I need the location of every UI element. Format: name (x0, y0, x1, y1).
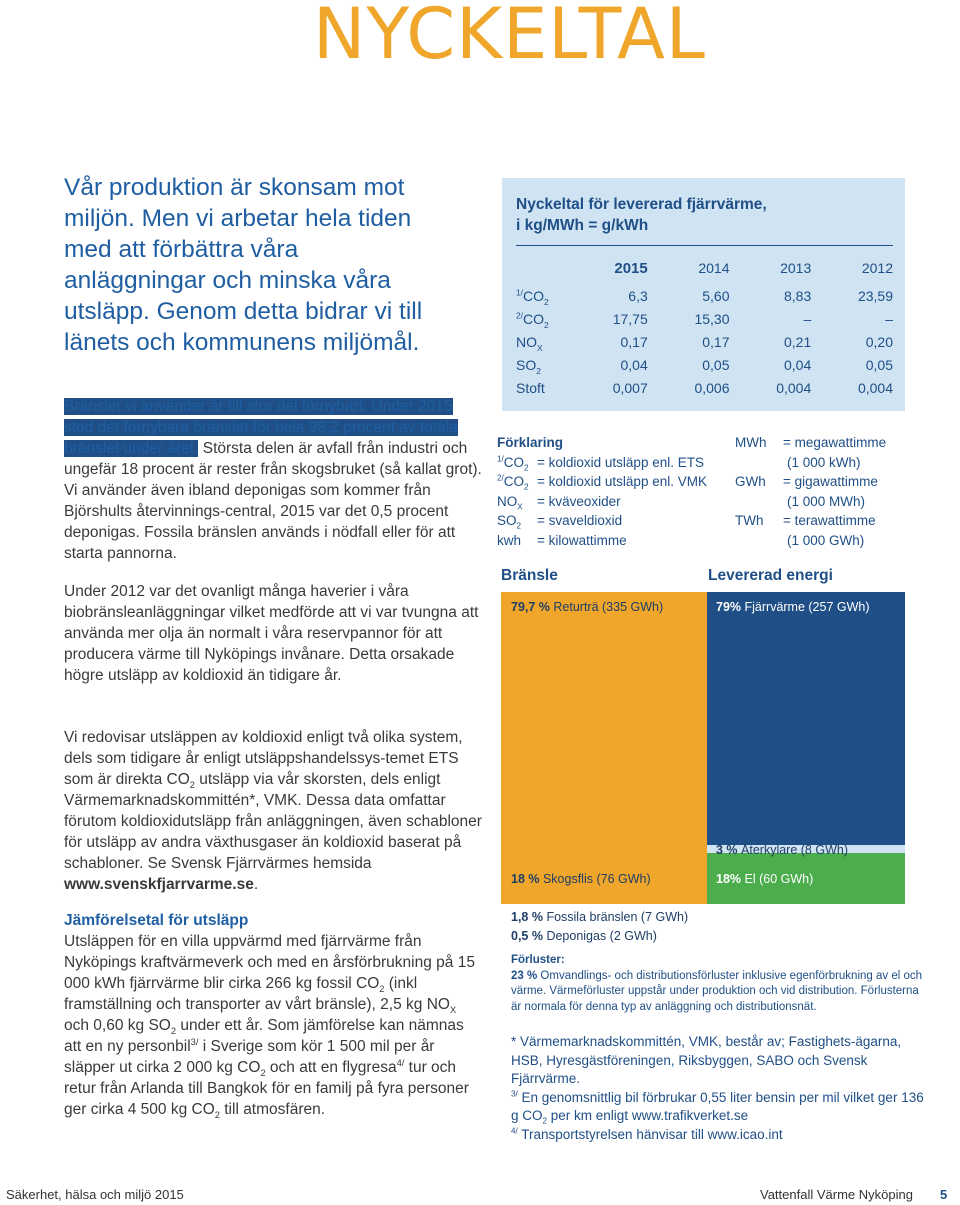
deponigas-label: 0,5 % Deponigas (2 GWh) (511, 929, 657, 943)
skogsflis-label: 18 % Skogsflis (76 GWh) (511, 872, 651, 886)
fjarrvarme-label: 79% Fjärrvärme (257 GWh) (716, 600, 870, 614)
year-header: 2013 (780, 260, 812, 276)
legend-right: MWh = megawattimme (1 000 kWh) GWh = gigawattimme (1 000 MWh) TWh = terawattimme (1 000 GWh) (735, 435, 887, 548)
table-row (516, 284, 893, 307)
key-figures-table-box (502, 178, 905, 411)
table-cell: 23,59 (857, 287, 893, 304)
footnotes (511, 1033, 931, 1144)
fossila-label: 1,8 % Fossila bränslen (7 GWh) (511, 910, 689, 924)
table-row (516, 330, 893, 353)
table-cell: 0,05 (865, 356, 893, 373)
fuel-heading: Bränsle (501, 567, 558, 584)
table-cell: 0,17 (620, 333, 648, 350)
key-figures-title: Nyckeltal för levererad fjärrvärme, i kg/MWh = g/kWh (516, 196, 767, 234)
table-cell: 5,60 (702, 287, 730, 304)
table-row (516, 353, 893, 376)
fjarrvarme-link[interactable]: www.svenskfjarrvarme.se (64, 876, 254, 893)
table-header-row (516, 252, 893, 284)
fuel-paragraph-rest: Största delen är avfall från industri och ungefär 18 procent är rester från skogsbruket (så kallat grot). Vi använder även ibland deponigas som kommer från Björshults återvinnings-central, 2015 var det 0,5 procent deponigas. Fossila bränslen används i nödfall eller för att starta pannorna. (64, 440, 482, 562)
breakdown-paragraph: Under 2012 var det ovanligt många haverier i våra biobränsleanläggningar vilket medförde att vi var tvungna att använda mer olja än normalt i våra reservpannor för att producera värme till Nyköpings invånare. Detta orsakade högre utsläpp av koldioxid än tidigare år. (64, 583, 479, 684)
reporting-paragraph: Vi redovisar utsläppen av koldioxid enligt två olika system, dels som tidigare år enligt utsläppshandelssys-temet ETS som är direkta $CO_2$ utsläpp via vår skorsten, dels enligt Värmemarknadskommittén*, VMK. Dessa data omfattar förutom koldioxidutsläpp från anläggningen, även schabloner för utsläpp av andra växthusgaser än koldioxid baserat på schabloner. Se Svensk Fjärrvärmes hemsida www.svenskfjarrvarme.se. (64, 729, 482, 893)
losses-text: Förluster: 23 % Omvandlings- och distributionsförluster inklusive egenförbrukning av el och värme. Värmeförluster uppstår under produktion och vid distribution. Förlusterna är normala för denna typ av anläggning och distributionsnät. (511, 954, 923, 1013)
footnote-flight: $^{4/}$ Transportstyrelsen hänvisar till www.icao.int (511, 1126, 783, 1142)
energy-heading: Levererad energi (708, 567, 833, 584)
table-cell: 0,20 (865, 333, 893, 350)
table-cell: 17,75 (612, 310, 648, 327)
table-cell: 0,04 (784, 356, 812, 373)
heat-fjarrvarme-bar (707, 592, 905, 845)
table-cell: 0,007 (612, 379, 648, 396)
table-cell: 0,21 (784, 333, 812, 350)
table-cell: 0,004 (776, 379, 812, 396)
comparison-paragraph: Jämförelsetal för utsläpp Utsläppen för en villa uppvärmd med fjärrvärme från Nyköpings kraftvärmeverk och med en årsförbrukning på 15 000 kWh fjärrvärme blir cirka 266 kg fossil $CO_2$ (inkl framställning och transporter av vårt bränsle), 2,5 kg $NO_X$ och 0,60 kg $SO_2$ under ett år. Som jämförelse kan nämnas att en ny personbil$^{3/}$ i Sverige som kör 1 500 mil per år släpper ut cirka 2 000 kg $CO_2$ och att en flygresa$^{4/}$ tur och retur från Arlanda till Bangkok för en familj på fyra personer ger cirka 4 500 kg $CO_2$ till atmosfären. (64, 910, 484, 1120)
row-label: $^{2/}CO_2$ (516, 309, 549, 330)
footer-left: Säkerhet, hälsa och miljö 2015 (6, 1187, 184, 1202)
table-cell: 0,05 (702, 356, 730, 373)
table-cell: 8,83 (784, 287, 812, 304)
year-header: 2015 (614, 259, 648, 277)
el-label: 18% El (60 GWh) (716, 872, 814, 886)
table-cell: – (803, 310, 812, 327)
year-header: 2012 (861, 260, 893, 276)
fuel-returtra-bar (501, 592, 707, 904)
table-cell: 15,30 (694, 310, 730, 327)
table-divider (516, 245, 893, 246)
footnote-car: $^{3/}$ En genomsnittlig bil förbrukar 0,55 liter bensin per mil vilket ger 136 g $CO_2$ per km enligt www.trafikverket.se (511, 1089, 924, 1126)
returtra-label: 79,7 % Returträ (335 GWh) (511, 600, 664, 614)
table-row (516, 376, 893, 399)
footnote-vmk: * Värmemarknadskommittén, VMK, består av; Fastighets-ägarna, HSB, Hyresgästföreningen, Riksbyggen, SABO och Svensk Fjärrvärme. (511, 1034, 902, 1086)
row-label: $SO_2$ (516, 356, 541, 376)
legend-left: Förklaring $^{1/}CO_2$ = koldioxid utsläpp enl. ETS $^{2/}CO_2$ = koldioxid utsläpp enl. VMK $NO_X$ = kväveoxider $SO_2$ = svaveldioxid kwh = kilowattimme (497, 435, 707, 548)
fuel-paragraph (64, 396, 484, 564)
footer-right: Vattenfall Värme Nyköping (760, 1187, 913, 1202)
table-cell: – (885, 310, 893, 327)
row-label: $^{1/}CO_2$ (516, 286, 549, 307)
table-cell: 0,04 (620, 356, 648, 373)
row-label: Stoft (516, 379, 545, 396)
table-cell: 0,004 (857, 379, 893, 396)
table-cell: 0,006 (694, 379, 730, 396)
page-title: NYCKELTAL (313, 0, 706, 75)
legend-heading: Förklaring (497, 435, 564, 450)
fuel-paragraph-highlight: Bränslet vi använder är till stor del förnybart. Under 2015 stod det förnybara bränslet för hela 98,2 procent av totala bränslet under året. (64, 398, 458, 457)
row-label: $NO_X$ (516, 333, 543, 353)
aterkylare-label: 3 % Återkylare (8 GWh) (716, 843, 848, 857)
table-cell: 0,17 (702, 333, 730, 350)
table-cell: 6,3 (628, 287, 648, 304)
page-number: 5 (940, 1187, 948, 1202)
key-figures-table (516, 252, 893, 399)
intro-text: Vår produktion är skonsam mot miljön. Men vi arbetar hela tiden med att förbättra våra anläggningar och minska våra utsläpp. Genom detta bidrar vi till länets och kommunens miljömål. (64, 174, 423, 356)
comparison-heading: Jämförelsetal för utsläpp (64, 912, 249, 929)
table-row (516, 307, 893, 330)
year-header: 2014 (698, 260, 730, 276)
